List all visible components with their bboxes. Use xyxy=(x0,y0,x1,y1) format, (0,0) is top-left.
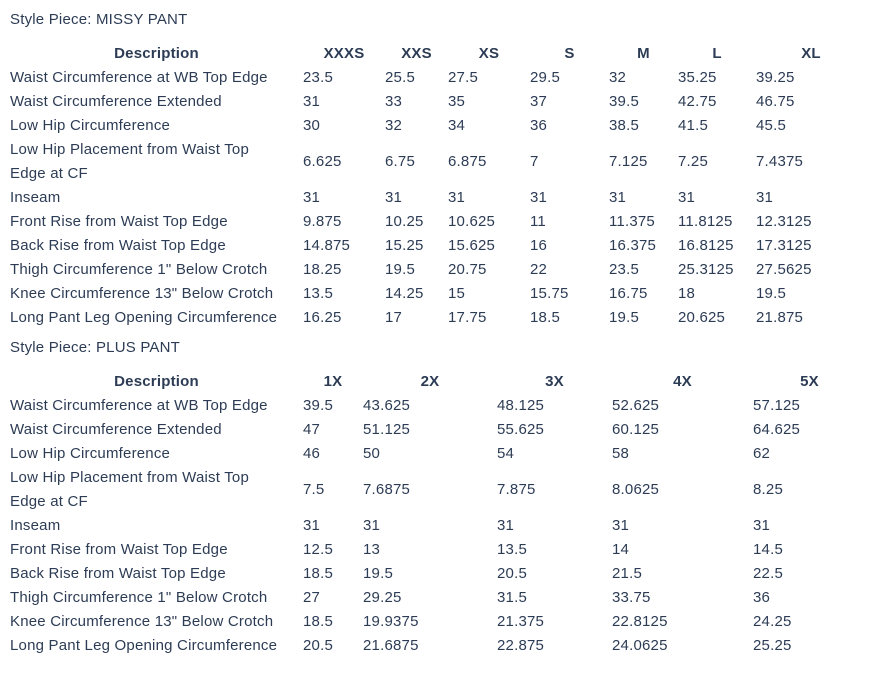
measurement-label xyxy=(10,282,303,306)
measurement-row xyxy=(10,210,866,234)
measurement-value: 16 xyxy=(530,237,548,254)
measurement-value: 15.625 xyxy=(448,237,496,254)
measurement-value: 62 xyxy=(753,445,771,462)
size-column-header: 1X xyxy=(323,373,343,390)
measurement-value: 16.25 xyxy=(303,309,342,326)
measurement-label-text: Inseam xyxy=(10,517,61,534)
measurement-label xyxy=(10,634,303,658)
measurement-label xyxy=(10,186,303,210)
measurement-value: 47 xyxy=(303,421,321,438)
measurement-value: 22.875 xyxy=(497,637,545,654)
measurement-value: 24.25 xyxy=(753,613,792,630)
measurement-value: 19.5 xyxy=(609,309,639,326)
measurement-value: 20.5 xyxy=(497,565,527,582)
measurement-label-text: Low Hip Placement from Waist Top Edge at CF xyxy=(10,469,249,510)
measurement-value: 36 xyxy=(530,117,548,134)
measurement-row xyxy=(10,634,866,658)
measurement-value: 34 xyxy=(448,117,466,134)
measurement-value: 33 xyxy=(385,93,403,110)
measurement-value: 14 xyxy=(612,541,630,558)
measurement-value: 52.625 xyxy=(612,397,660,414)
measurement-value: 16.8125 xyxy=(678,237,734,254)
measurement-value: 46.75 xyxy=(756,93,795,110)
measurement-label-text: Waist Circumference at WB Top Edge xyxy=(10,69,268,86)
measurement-value: 13 xyxy=(363,541,381,558)
measurement-label xyxy=(10,394,303,418)
description-column-header: Description xyxy=(114,45,199,62)
measurement-value: 7 xyxy=(530,153,539,170)
measurement-value: 18.5 xyxy=(530,309,560,326)
measurement-label-text: Low Hip Circumference xyxy=(10,117,171,134)
measurement-value: 14.25 xyxy=(385,285,424,302)
measurement-label-text: Front Rise from Waist Top Edge xyxy=(10,213,228,230)
measurement-label-text: Knee Circumference 13" Below Crotch xyxy=(10,613,274,630)
measurement-label-text: Waist Circumference Extended xyxy=(10,93,222,110)
measurement-value: 23.5 xyxy=(609,261,639,278)
measurement-value: 7.4375 xyxy=(756,153,804,170)
measurement-label xyxy=(10,610,303,634)
measurement-label-text: Thigh Circumference 1" Below Crotch xyxy=(10,261,268,278)
size-chart-table xyxy=(10,42,866,330)
measurement-row xyxy=(10,186,866,210)
measurement-row xyxy=(10,538,866,562)
measurement-label xyxy=(10,138,303,186)
measurement-value: 35 xyxy=(448,93,466,110)
measurement-value: 7.125 xyxy=(609,153,648,170)
measurement-value: 19.5 xyxy=(385,261,415,278)
measurement-row xyxy=(10,234,866,258)
measurement-value: 19.9375 xyxy=(363,613,419,630)
measurement-label xyxy=(10,258,303,282)
measurement-value: 22.5 xyxy=(753,565,783,582)
measurement-value: 39.5 xyxy=(303,397,333,414)
measurement-label-text: Low Hip Placement from Waist Top Edge at CF xyxy=(10,141,249,182)
measurement-value: 20.625 xyxy=(678,309,726,326)
measurement-value: 48.125 xyxy=(497,397,545,414)
measurement-row xyxy=(10,306,866,330)
measurement-value: 43.625 xyxy=(363,397,411,414)
size-column-header: 5X xyxy=(800,373,819,390)
measurement-label xyxy=(10,234,303,258)
measurement-value: 10.25 xyxy=(385,213,424,230)
measurement-label xyxy=(10,90,303,114)
measurement-value: 31 xyxy=(303,93,321,110)
measurement-value: 21.375 xyxy=(497,613,545,630)
measurement-value: 16.375 xyxy=(609,237,657,254)
style-piece-section-missy xyxy=(10,8,896,330)
measurement-label-text: Long Pant Leg Opening Circumference xyxy=(10,309,278,326)
measurement-value: 17.3125 xyxy=(756,237,812,254)
measurement-value: 57.125 xyxy=(753,397,801,414)
measurement-label xyxy=(10,114,303,138)
measurement-value: 7.875 xyxy=(497,481,536,498)
measurement-value: 7.5 xyxy=(303,481,325,498)
measurement-value: 31 xyxy=(753,517,771,534)
measurement-value: 27 xyxy=(303,589,321,606)
measurement-value: 55.625 xyxy=(497,421,545,438)
size-column-header: XS xyxy=(478,45,500,62)
measurement-value: 31 xyxy=(678,189,696,206)
measurement-value: 17 xyxy=(385,309,403,326)
measurement-value: 35.25 xyxy=(678,69,717,86)
measurement-label-text: Front Rise from Waist Top Edge xyxy=(10,541,228,558)
measurement-value: 42.75 xyxy=(678,93,717,110)
measurement-value: 29.5 xyxy=(530,69,560,86)
measurement-value: 27.5 xyxy=(448,69,478,86)
measurement-value: 50 xyxy=(363,445,381,462)
measurement-value: 18.5 xyxy=(303,565,333,582)
measurement-value: 31.5 xyxy=(497,589,527,606)
measurement-value: 20.5 xyxy=(303,637,333,654)
measurement-value: 38.5 xyxy=(609,117,639,134)
measurement-value: 25.25 xyxy=(753,637,792,654)
measurement-value: 31 xyxy=(448,189,466,206)
measurement-row xyxy=(10,466,866,514)
measurement-value: 64.625 xyxy=(753,421,801,438)
measurement-value: 20.75 xyxy=(448,261,487,278)
measurement-value: 19.5 xyxy=(363,565,393,582)
description-column-header: Description xyxy=(114,373,199,390)
measurement-value: 11.8125 xyxy=(678,213,733,230)
measurement-value: 45.5 xyxy=(756,117,786,134)
measurement-value: 54 xyxy=(497,445,515,462)
measurement-value: 39.25 xyxy=(756,69,795,86)
measurement-value: 11.375 xyxy=(609,213,655,230)
measurement-value: 22 xyxy=(530,261,548,278)
size-column-header: XXXS xyxy=(323,45,365,62)
measurement-value: 31 xyxy=(609,189,627,206)
measurement-row xyxy=(10,258,866,282)
measurement-value: 31 xyxy=(497,517,515,534)
measurement-label-text: Back Rise from Waist Top Edge xyxy=(10,237,226,254)
measurement-row xyxy=(10,586,866,610)
measurement-row xyxy=(10,514,866,538)
measurement-row xyxy=(10,442,866,466)
size-column-header: 4X xyxy=(673,373,692,390)
measurement-value: 9.875 xyxy=(303,213,342,230)
measurement-value: 13.5 xyxy=(303,285,333,302)
measurement-row xyxy=(10,90,866,114)
measurement-value: 24.0625 xyxy=(612,637,668,654)
measurement-value: 31 xyxy=(363,517,381,534)
measurement-value: 15.25 xyxy=(385,237,424,254)
measurement-value: 46 xyxy=(303,445,321,462)
measurement-row xyxy=(10,66,866,90)
measurement-value: 12.3125 xyxy=(756,213,812,230)
measurement-value: 31 xyxy=(612,517,630,534)
measurement-row xyxy=(10,282,866,306)
header-row xyxy=(10,370,866,394)
measurement-value: 18.25 xyxy=(303,261,342,278)
measurement-value: 12.5 xyxy=(303,541,333,558)
style-piece-section-plus xyxy=(10,336,896,658)
measurement-label xyxy=(10,66,303,90)
measurement-value: 37 xyxy=(530,93,548,110)
measurement-value: 31 xyxy=(303,517,321,534)
measurement-label-text: Low Hip Circumference xyxy=(10,445,171,462)
measurement-value: 19.5 xyxy=(756,285,786,302)
measurement-label xyxy=(10,586,303,610)
measurement-label xyxy=(10,562,303,586)
measurement-value: 60.125 xyxy=(612,421,660,438)
measurement-value: 31 xyxy=(303,189,321,206)
measurement-value: 31 xyxy=(756,189,774,206)
size-column-header: L xyxy=(712,45,722,62)
measurement-value: 18 xyxy=(678,285,696,302)
style-piece-title: Style Piece: PLUS PANT xyxy=(10,339,181,356)
measurement-value: 33.75 xyxy=(612,589,651,606)
measurement-value: 8.25 xyxy=(753,481,783,498)
measurement-label-text: Thigh Circumference 1" Below Crotch xyxy=(10,589,268,606)
measurement-value: 22.8125 xyxy=(612,613,668,630)
size-column-header: 2X xyxy=(420,373,440,390)
measurement-row xyxy=(10,138,866,186)
measurement-label xyxy=(10,466,303,514)
measurement-value: 11 xyxy=(530,213,546,230)
size-column-header: XL xyxy=(801,45,821,62)
measurement-label-text: Inseam xyxy=(10,189,61,206)
measurement-value: 21.5 xyxy=(612,565,642,582)
measurement-value: 17.75 xyxy=(448,309,487,326)
measurement-value: 7.25 xyxy=(678,153,708,170)
measurement-value: 58 xyxy=(612,445,630,462)
measurement-value: 14.5 xyxy=(753,541,783,558)
measurement-value: 6.625 xyxy=(303,153,342,170)
measurement-label xyxy=(10,418,303,442)
measurement-label-text: Knee Circumference 13" Below Crotch xyxy=(10,285,274,302)
measurement-label xyxy=(10,442,303,466)
style-piece-title: Style Piece: MISSY PANT xyxy=(10,11,188,28)
measurement-value: 30 xyxy=(303,117,321,134)
measurement-value: 32 xyxy=(609,69,627,86)
measurement-value: 25.3125 xyxy=(678,261,734,278)
measurement-label-text: Waist Circumference Extended xyxy=(10,421,222,438)
measurement-value: 6.75 xyxy=(385,153,415,170)
measurement-value: 27.5625 xyxy=(756,261,812,278)
measurement-value: 16.75 xyxy=(609,285,648,302)
measurement-value: 7.6875 xyxy=(363,481,411,498)
size-column-header: XXS xyxy=(401,45,432,62)
measurement-value: 14.875 xyxy=(303,237,351,254)
measurement-label xyxy=(10,306,303,330)
measurement-value: 13.5 xyxy=(497,541,527,558)
size-chart-table xyxy=(10,370,866,658)
measurement-value: 8.0625 xyxy=(612,481,660,498)
measurement-value: 21.875 xyxy=(756,309,804,326)
measurement-value: 23.5 xyxy=(303,69,333,86)
measurement-value: 39.5 xyxy=(609,93,639,110)
measurement-row xyxy=(10,114,866,138)
size-column-header: M xyxy=(637,45,650,62)
measurement-value: 36 xyxy=(753,589,771,606)
measurement-value: 32 xyxy=(385,117,403,134)
measurement-value: 31 xyxy=(530,189,548,206)
measurement-value: 31 xyxy=(385,189,403,206)
measurement-label-text: Long Pant Leg Opening Circumference xyxy=(10,637,278,654)
size-column-header: 3X xyxy=(545,373,564,390)
measurement-value: 29.25 xyxy=(363,589,402,606)
measurement-value: 41.5 xyxy=(678,117,708,134)
measurement-row xyxy=(10,418,866,442)
measurement-value: 10.625 xyxy=(448,213,496,230)
measurement-label xyxy=(10,210,303,234)
measurement-row xyxy=(10,610,866,634)
measurement-row xyxy=(10,562,866,586)
measurement-value: 15 xyxy=(448,285,466,302)
measurement-value: 21.6875 xyxy=(363,637,419,654)
measurement-value: 25.5 xyxy=(385,69,415,86)
measurement-value: 51.125 xyxy=(363,421,411,438)
measurement-label-text: Waist Circumference at WB Top Edge xyxy=(10,397,268,414)
measurement-label xyxy=(10,538,303,562)
measurement-row xyxy=(10,394,866,418)
size-column-header: S xyxy=(564,45,575,62)
measurement-value: 15.75 xyxy=(530,285,569,302)
measurement-label-text: Back Rise from Waist Top Edge xyxy=(10,565,226,582)
measurement-value: 18.5 xyxy=(303,613,333,630)
measurement-value: 6.875 xyxy=(448,153,487,170)
header-row xyxy=(10,42,866,66)
measurement-label xyxy=(10,514,303,538)
